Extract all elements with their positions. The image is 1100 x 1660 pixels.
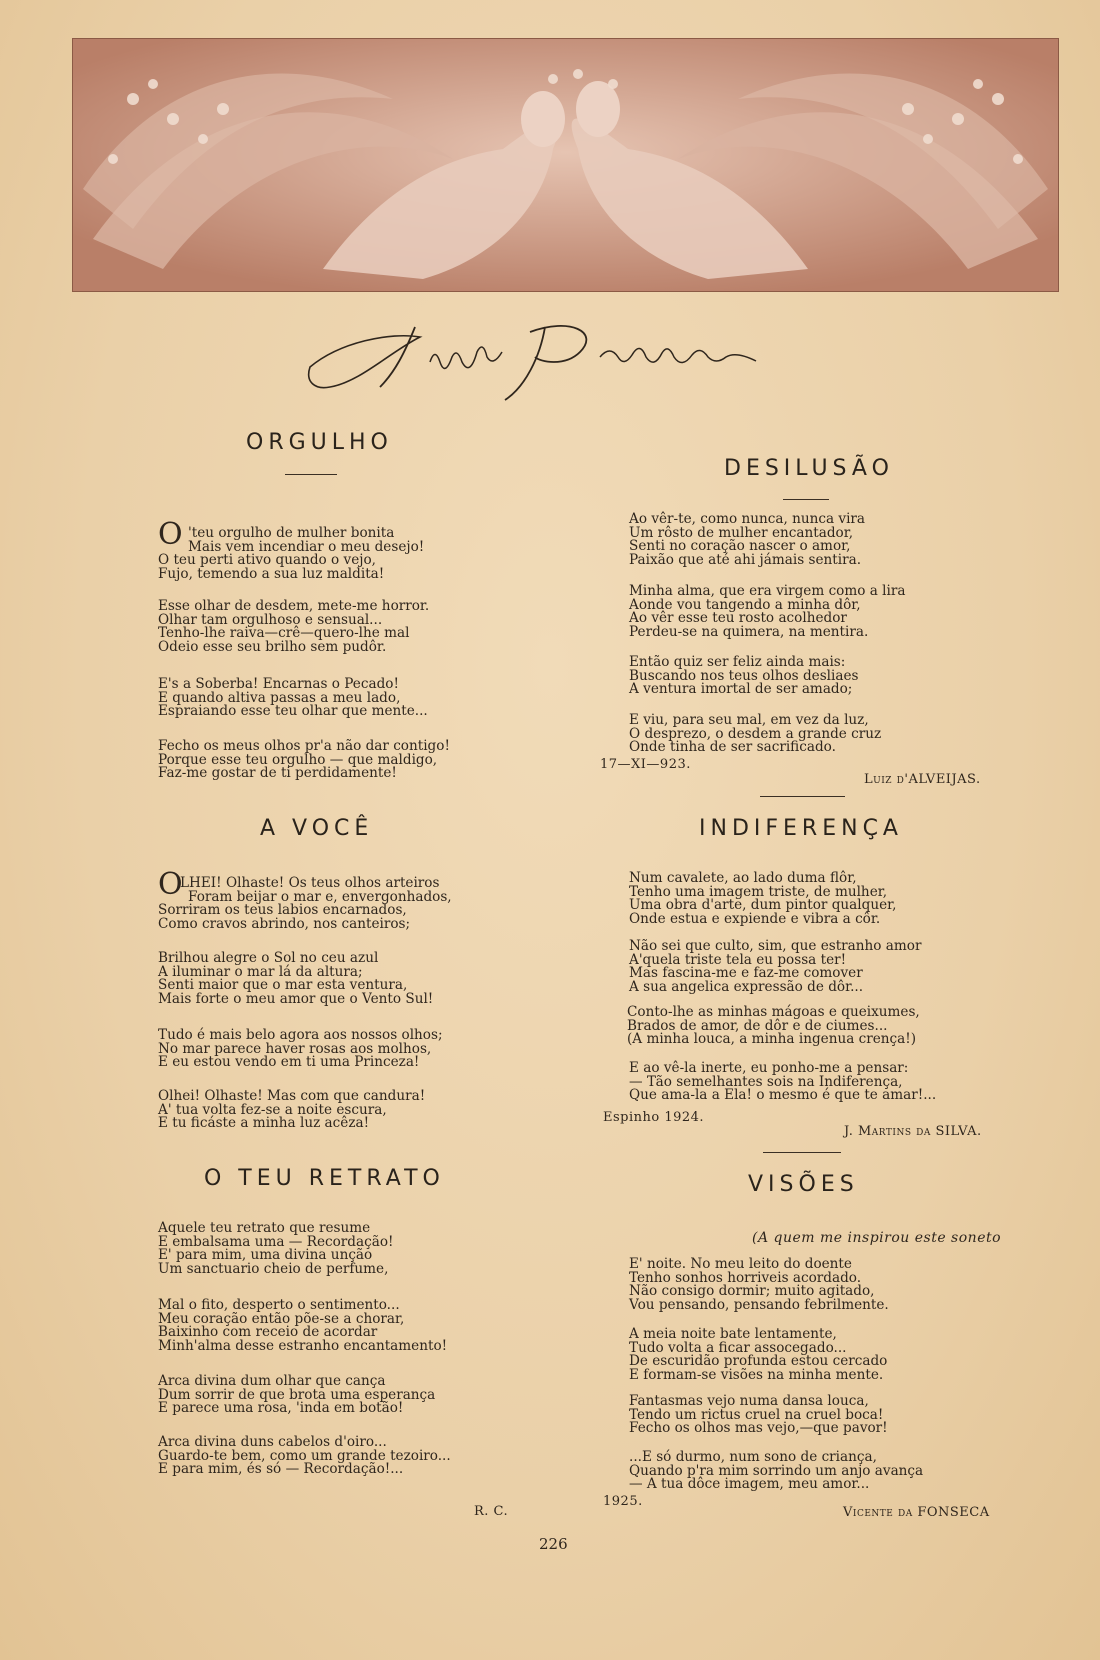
stanza: LHEI! Olhaste! Os teus olhos arteiros Foram beijar o mar e, envergonhados, Sorriram os teus labios encarnados, Como cravos abrindo, nos canteiros;: [158, 875, 452, 932]
stanza: Brilhou alegre o Sol no ceu azul A iluminar o mar lá da altura; Senti maior que o mar esta ventura, Mais forte o meu amor que o Vento Sul!: [158, 950, 434, 1007]
poem-date: Espinho 1924.: [603, 1110, 705, 1125]
poem-title-orgulho: ORGULHO: [246, 430, 393, 455]
divider: [760, 796, 845, 797]
stanza: Tudo é mais belo agora aos nossos olhos; No mar parece haver rosas aos molhos, E eu estou vendo em ti uma Princeza!: [158, 1027, 443, 1071]
poem-title-a-voce: A VOCÊ: [260, 816, 374, 841]
divider: [763, 1152, 841, 1153]
stanza: Ao vêr-te, como nunca, nunca vira Um rôsto de mulher encantador, Senti no coração nascer o amor, Paixão que até ahi jámais sentira.: [629, 511, 866, 568]
stanza: 'teu orgulho de mulher bonita Mais vem incendiar o meu desejo! O teu perti ativo quando o vejo, Fujo, temendo a sua luz maldita!: [158, 525, 425, 582]
signature: R. C.: [474, 1504, 509, 1519]
author-signature: J. Martins da SILVA.: [844, 1124, 982, 1139]
stanza: E's a Soberba! Encarnas o Pecado! E quando altiva passas a meu lado, Espraiando esse teu olhar que mente...: [158, 676, 428, 720]
stanza: E' noite. No meu leito do doente Tenho sonhos horriveis acordado. Não consigo dormir; muito agitado, Vou pensando, pensando febrilmente.: [629, 1256, 889, 1313]
stanza: Arca divina dum olhar que cança Dum sorrir de que brota uma esperança E parece uma rosa, 'inda em botão!: [158, 1373, 436, 1417]
stanza: Esse olhar de desdem, mete-me horror. Olhar tam orgulhoso e sensual... Tenho-lhe raiva—crê—quero-lhe mal Odeio esse seu brilho sem pudôr.: [158, 598, 430, 655]
page-number: 226: [539, 1535, 568, 1553]
stanza: E viu, para seu mal, em vez da luz, O desprezo, o desdem a grande cruz Onde tinha de ser sacrificado.: [629, 712, 882, 756]
stanza: Minha alma, que era virgem como a lira Aonde vou tangendo a minha dôr, Ao vêr esse teu rosto acolhedor Perdeu-se na quimera, na mentira.: [629, 583, 906, 640]
stanza: Fecho os meus olhos pr'a não dar contigo! Porque esse teu orgulho — que maldigo, Faz-me gostar de ti perdidamente!: [158, 738, 450, 782]
stanza: A meia noite bate lentamente, Tudo volta a ficar assocegado... De escuridão profunda estou cercado E formam-se visões na minha mente.: [629, 1326, 888, 1383]
stanza: Fantasmas vejo numa dansa louca, Tendo um rictus cruel na cruel boca! Fecho os olhos mas vejo,—que pavor!: [629, 1393, 888, 1437]
stanza: Num cavalete, ao lado duma flôr, Tenho uma imagem triste, de mulher, Uma obra d'arte, dum pintor qualquer, Onde estua e expiende e vibra a côr.: [629, 870, 897, 927]
stanza: Arca divina duns cabelos d'oiro... Guardo-te bem, como um grande tezoiro... E para mim, és só — Recordação!...: [158, 1434, 451, 1478]
stanza: Então quiz ser feliz ainda mais: Buscando nos teus olhos desliaes A ventura imortal de ser amado;: [629, 654, 859, 698]
svg-text:Silva Poetica: Silva Poetica: [300, 312, 307, 313]
stanza: E ao vê-la inerte, eu ponho-me a pensar: — Tão semelhantes sois na Indiferença, Que ama-la a Ela! o mesmo é que te amar!...: [629, 1060, 937, 1104]
poem-title-o-teu-retrato: O TEU RETRATO: [204, 1166, 445, 1191]
poem-date: 1925.: [603, 1494, 643, 1509]
stanza: Olhei! Olhaste! Mas com que candura! A' tua volta fez-se a noite escura, E tu ficáste a minha luz acêza!: [158, 1088, 426, 1132]
stanza: Conto-lhe as minhas mágoas e queixumes, Brados de amor, de dôr e de ciumes... (A minha louca, a minha ingenua crença!): [627, 1004, 920, 1048]
poem-date: 17—XI—923.: [600, 757, 691, 772]
author-signature: Luiz d'ALVEIJAS.: [864, 772, 981, 787]
author-signature: Vicente da FONSECA: [843, 1505, 990, 1520]
dedication: (A quem me inspirou este soneto: [752, 1230, 1002, 1246]
stanza: Mal o fito, desperto o sentimento... Meu coração então põe-se a chorar, Baixinho com receio de acordar Minh'alma desse estranho encantamento!: [158, 1297, 448, 1354]
poem-title-indiferenca: INDIFERENÇA: [699, 816, 903, 841]
stanza: Não sei que culto, sim, que estranho amor A'quela triste tela eu possa ter! Mas fascina-me e faz-me comover A sua angelica expressão de dôr...: [629, 938, 922, 995]
stanza: ...E só durmo, num sono de criança, Quando p'ra mim sorrindo um anjo avança — A tua dôce imagem, meu amor...: [629, 1449, 924, 1493]
poem-title-desilusao: DESILUSÃO: [724, 456, 894, 481]
page-heading-script: [300, 312, 820, 402]
poem-title-visoes: VISÕES: [748, 1172, 859, 1197]
decorative-banner-illustration: [72, 38, 1059, 292]
divider: [783, 499, 829, 500]
dropcap: O: [158, 517, 183, 552]
dropcap: O: [158, 867, 183, 902]
divider: [285, 474, 337, 475]
stanza: Aquele teu retrato que resume E embalsama uma — Recordação! E' para mim, uma divina unção Um sanctuario cheio de perfume,: [158, 1220, 394, 1277]
